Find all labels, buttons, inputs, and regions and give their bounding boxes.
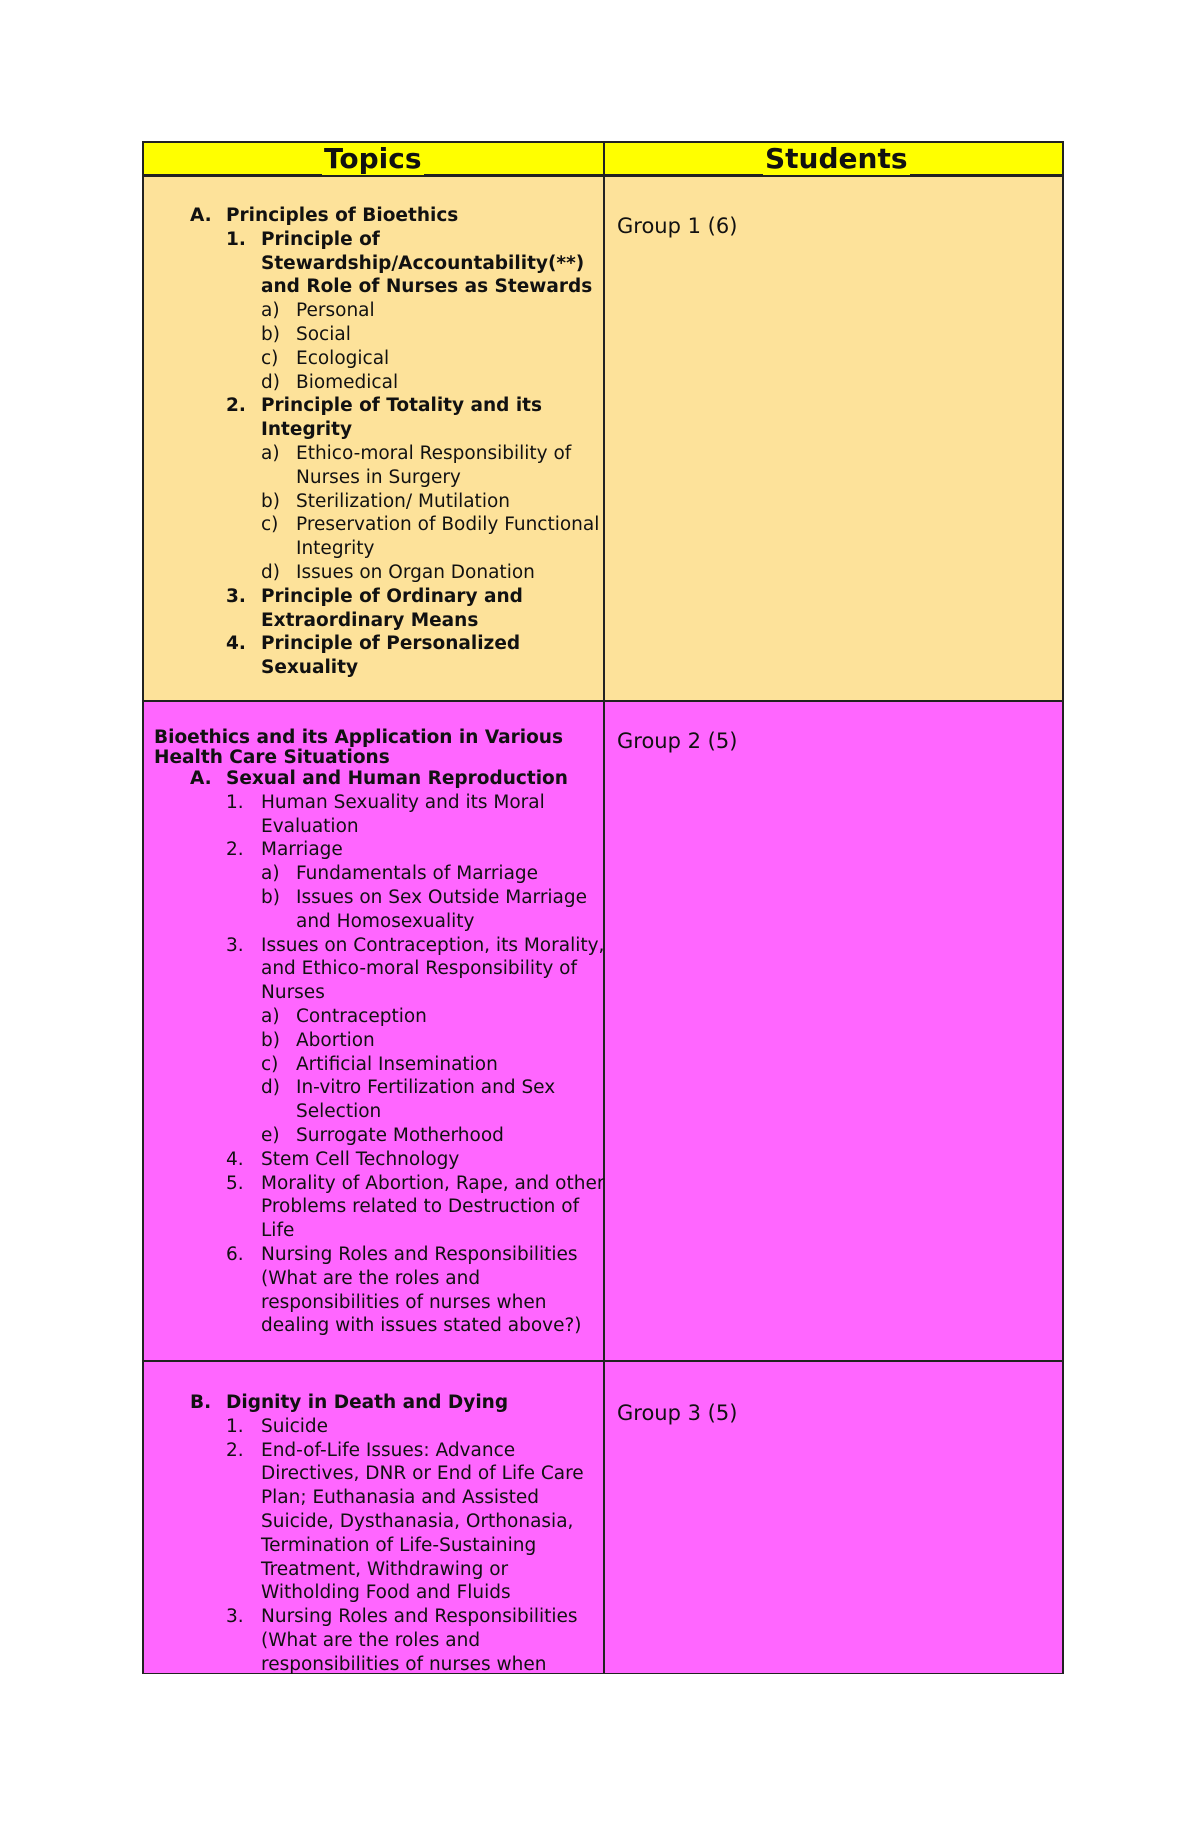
- table-header-row: [144, 143, 1062, 177]
- outline-item: Principle of: [261, 228, 380, 250]
- outline-item: Integrity: [261, 419, 353, 441]
- item-number: 2.: [226, 839, 244, 861]
- sub-item: Selection: [296, 1101, 382, 1123]
- section-letter: A.: [190, 768, 212, 789]
- table-row: [144, 702, 1062, 1362]
- outline-item: responsibilities of nurses when: [261, 1291, 547, 1313]
- sub-item-letter: c): [261, 1053, 279, 1075]
- sub-item: and Homosexuality: [296, 910, 475, 932]
- outline-item: Problems related to Destruction of: [261, 1196, 580, 1218]
- students-cell: [605, 1362, 1062, 1673]
- outline-item: Marriage: [261, 839, 343, 861]
- outline-item: Nursing Roles and Responsibilities: [261, 1244, 578, 1265]
- sub-item: Fundamentals of Marriage: [296, 863, 539, 885]
- outline-item: Termination of Life-Sustaining: [261, 1534, 537, 1556]
- outline-item: Life: [261, 1220, 295, 1242]
- outline-item: End-of-Life Issues: Advance: [261, 1439, 516, 1461]
- outline-item: Treatment, Withdrawing or: [261, 1558, 509, 1580]
- sub-item-letter: b): [261, 490, 280, 512]
- outline-item: Morality of Abortion, Rape, and other: [261, 1172, 605, 1194]
- outline-item: Nurses: [261, 982, 325, 1004]
- sub-item-letter: b): [261, 1029, 280, 1051]
- sub-item: Social: [296, 324, 351, 345]
- sub-item: Abortion: [296, 1029, 375, 1051]
- topics-header: Topics: [324, 142, 422, 175]
- section-title: Sexual and Human Reproduction: [226, 768, 568, 789]
- topics-table: [142, 141, 1064, 1674]
- item-number: 2.: [226, 1439, 244, 1461]
- section-letter: B.: [190, 1392, 212, 1413]
- sub-item: Issues on Organ Donation: [296, 562, 535, 583]
- item-number: 4.: [226, 633, 246, 655]
- topics-cell: [144, 177, 605, 700]
- sub-item-letter: c): [261, 514, 279, 536]
- outline-item: Principle of Totality and its: [261, 395, 543, 417]
- students-cell: [605, 177, 1062, 700]
- outline-item: Stem Cell Technology: [261, 1148, 460, 1170]
- sub-item: Issues on Sex Outside Marriage: [296, 887, 588, 908]
- sub-item: Contraception: [296, 1006, 427, 1027]
- outline-item: Issues on Contraception, its Morality,: [261, 934, 605, 956]
- section-heading: Bioethics and its Application in Various: [154, 727, 563, 748]
- outline-item: and Ethico-moral Responsibility of: [261, 958, 577, 980]
- sub-item-letter: b): [261, 324, 280, 345]
- item-number: 3.: [226, 1606, 244, 1628]
- outline-item: Extraordinary Means: [261, 609, 479, 631]
- outline-item: Human Sexuality and its Moral: [261, 791, 545, 813]
- sub-item-letter: e): [261, 1125, 280, 1146]
- outline-item: Sexuality: [261, 657, 359, 679]
- sub-item: Ecological: [296, 347, 390, 369]
- section-heading: Health Care Situations: [154, 747, 390, 768]
- item-number: 3.: [226, 934, 244, 956]
- outline-item: Plan; Euthanasia and Assisted: [261, 1487, 540, 1509]
- outline-item: Principle of Ordinary and: [261, 585, 523, 607]
- sub-item: Ethico-moral Responsibility of: [296, 443, 572, 464]
- outline-item: dealing with issues stated above?): [261, 1315, 582, 1337]
- section-letter: A.: [190, 205, 212, 226]
- outline-item: Nursing Roles and Responsibilities: [261, 1606, 578, 1628]
- outline-item: (What are the roles and: [261, 1630, 481, 1651]
- outline-item: (What are the roles and: [261, 1267, 481, 1289]
- sub-item-letter: d): [261, 1077, 280, 1099]
- topics-cell: [144, 702, 605, 1360]
- outline-item: Principle of Personalized: [261, 633, 521, 655]
- sub-item-letter: a): [261, 443, 280, 464]
- sub-item: Artificial Insemination: [296, 1053, 498, 1075]
- outline-item: Suicide, Dysthanasia, Orthonasia,: [261, 1511, 574, 1532]
- sub-item: Sterilization/ Mutilation: [296, 490, 510, 512]
- item-number: 1.: [226, 1415, 244, 1437]
- sub-item-letter: a): [261, 300, 280, 322]
- outline-item: and Role of Nurses as Stewards: [261, 276, 593, 298]
- sub-item-letter: b): [261, 887, 280, 908]
- outline-item: Witholding Food and Fluids: [261, 1582, 511, 1604]
- sub-item: Surrogate Motherhood: [296, 1125, 504, 1146]
- item-number: 1.: [226, 228, 246, 250]
- sub-item: Preservation of Bodily Functional: [296, 514, 600, 536]
- group-label: Group 2 (5): [617, 729, 738, 753]
- item-number: 3.: [226, 585, 246, 607]
- item-number: 5.: [226, 1172, 244, 1194]
- students-header-cell: [605, 143, 1062, 175]
- sub-item-letter: a): [261, 863, 280, 885]
- sub-item-letter: a): [261, 1006, 280, 1027]
- topics-cell: [144, 1362, 605, 1673]
- sub-item: Biomedical: [296, 371, 399, 393]
- sub-item: Personal: [296, 300, 375, 322]
- section-title: Dignity in Death and Dying: [226, 1392, 509, 1413]
- students-header: Students: [765, 142, 908, 175]
- sub-item-letter: d): [261, 562, 280, 583]
- item-number: 6.: [226, 1244, 244, 1265]
- item-number: 2.: [226, 395, 246, 417]
- item-number: 4.: [226, 1148, 244, 1170]
- outline-item: Evaluation: [261, 815, 359, 837]
- group-label: Group 3 (5): [617, 1401, 738, 1425]
- sub-item: Nurses in Surgery: [296, 466, 461, 488]
- students-cell: [605, 702, 1062, 1360]
- outline-item: Stewardship/Accountability(**): [261, 252, 585, 274]
- outline-item: Directives, DNR or End of Life Care: [261, 1463, 584, 1485]
- outline-item: responsibilities of nurses when: [261, 1653, 547, 1675]
- table-row: [144, 1362, 1062, 1674]
- sub-item-letter: d): [261, 371, 280, 393]
- topics-header-cell: [144, 143, 605, 175]
- item-number: 1.: [226, 791, 244, 813]
- sub-item-letter: c): [261, 347, 279, 369]
- sub-item: In-vitro Fertilization and Sex: [296, 1077, 556, 1099]
- sub-item: Integrity: [296, 538, 375, 560]
- outline-item: Suicide: [261, 1415, 329, 1437]
- section-title: Principles of Bioethics: [226, 205, 459, 226]
- group-label: Group 1 (6): [617, 214, 738, 238]
- table-row: [144, 177, 1062, 702]
